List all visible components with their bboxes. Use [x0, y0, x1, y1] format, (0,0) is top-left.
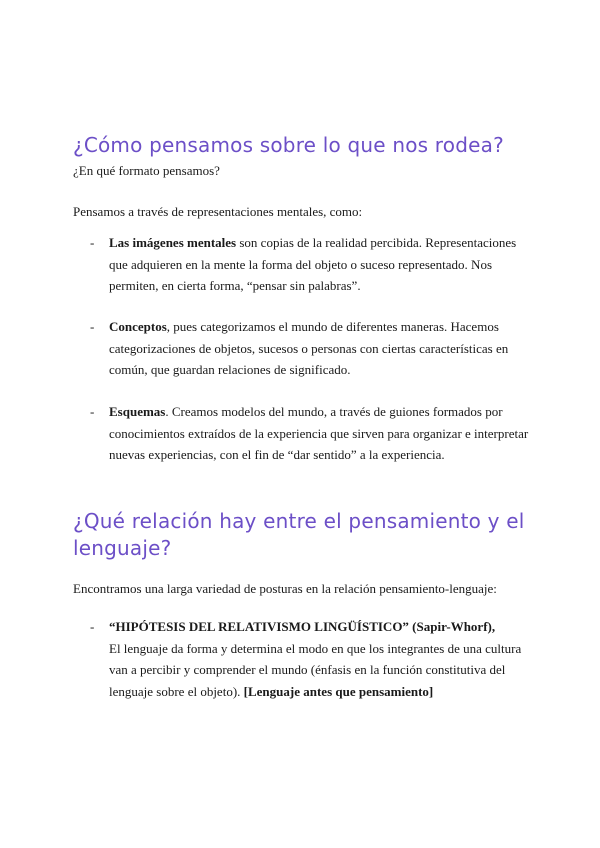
section-heading-thought-language: ¿Qué relación hay entre el pensamiento y el lenguaje?: [73, 509, 525, 560]
list-item-mental-images: [90, 232, 530, 297]
bullet-dash: -: [90, 619, 95, 634]
term-description: son copias de la realidad percibida. Representaciones que adquieren en la mente la forma del objeto o suceso representado. Nos permiten, en cierta forma, “pensar sin palabras”.: [109, 235, 517, 293]
list-item-schemas: [90, 401, 530, 466]
term-conclusion-bold: [Lenguaje antes que pensamiento]: [243, 683, 434, 699]
term-description: El lenguaje da forma y determina el modo en que los integrantes de una cultura van a percibir y comprender el mundo (énfasis en la función constitutiva del lenguaje sobre el objeto).: [109, 640, 522, 699]
bullet-dash: -: [90, 404, 95, 419]
bullet-dash: -: [90, 319, 95, 334]
list-item-concepts: [90, 316, 530, 381]
list-item-linguistic-relativism: [90, 616, 530, 702]
term-bold: “HIPÓTESIS DEL RELATIVISMO LINGÜÍSTICO” (Sapir-Whorf),: [109, 619, 496, 634]
list-item-body: [109, 316, 530, 381]
list-item-body: [109, 401, 530, 466]
term-bold: Conceptos: [109, 319, 167, 334]
section-intro: Encontramos una larga variedad de posturas en la relación pensamiento-lenguaje:: [73, 581, 497, 596]
term-bold: Esquemas: [109, 404, 166, 419]
section-heading-thinking: ¿Cómo pensamos sobre lo que nos rodea?: [73, 133, 504, 157]
term-bold: Las imágenes mentales: [109, 235, 237, 250]
bullet-dash: -: [90, 235, 95, 250]
subquestion: ¿En qué formato pensamos?: [73, 163, 220, 178]
list-item-body: [109, 232, 530, 297]
list-item-body: [109, 616, 530, 702]
section-intro: Pensamos a través de representaciones mentales, como:: [73, 204, 363, 219]
term-description: . Creamos modelos del mundo, a través de guiones formados por conocimientos extraídos de la experiencia que sirven para organizar e interpretar nuevas experiencias, con el fin de “dar sentido” a la experiencia.: [109, 404, 529, 462]
term-description: , pues categorizamos el mundo de diferentes maneras. Hacemos categorizaciones de objetos, sucesos o personas con ciertas características en común, que guardan relaciones de significado.: [109, 319, 509, 377]
